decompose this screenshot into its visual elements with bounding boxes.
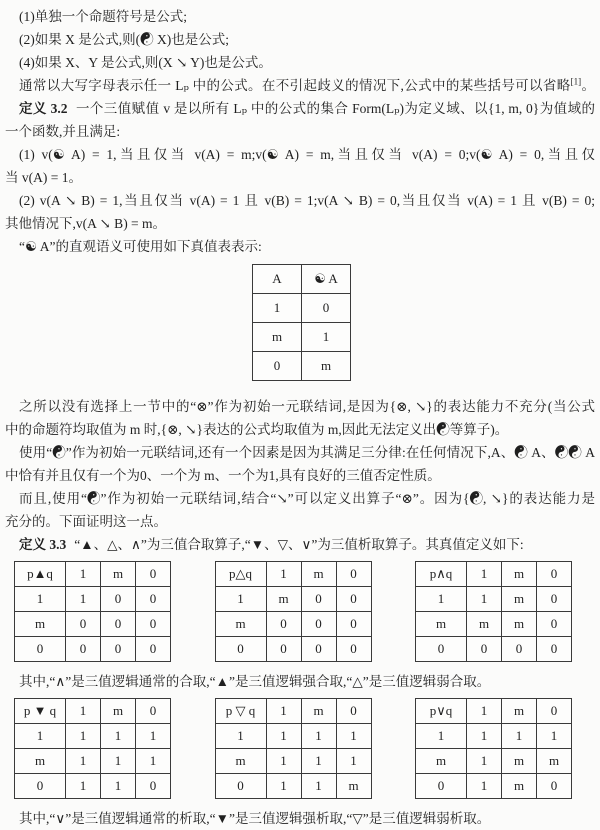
definition-3-2-intro: 一个三值赋值 v 是以所有 Lₚ 中的公式的集合 Form(Lₚ)为定义域、以{1, m, 0}为值域的	[75, 101, 595, 116]
value-cell: 1	[266, 749, 301, 774]
value-cell: 0	[136, 612, 171, 637]
value-cell: 0	[336, 587, 371, 612]
value-cell: 1	[467, 749, 502, 774]
header-cell: 1	[266, 699, 301, 724]
header-cell: p∧q	[416, 562, 467, 587]
table-row	[15, 637, 171, 662]
header-cell: 1	[266, 562, 301, 587]
value-cell: m	[215, 612, 266, 637]
header-cell: p△q	[215, 562, 266, 587]
definition-3-2-head	[5, 97, 595, 120]
header-cell: 0	[136, 562, 171, 587]
header-cell: 1	[66, 699, 101, 724]
negation-table-caption: “☯ A”的直观语义可使用如下真值表表示:	[19, 239, 262, 254]
value-cell: 1	[266, 774, 301, 799]
value-cell: 0	[537, 612, 572, 637]
table-row	[15, 774, 171, 799]
table-row	[215, 724, 371, 749]
table-row	[15, 612, 171, 637]
value-cell: 1	[66, 587, 101, 612]
value-cell: m	[15, 749, 66, 774]
table-row	[416, 587, 572, 612]
formation-rule-1: (1)单独一个命题符号是公式;	[19, 9, 187, 24]
value-cell: m	[266, 587, 301, 612]
value-cell: 0	[15, 637, 66, 662]
table-row	[416, 724, 572, 749]
definition-3-3-head	[5, 533, 595, 556]
footnote-ref: [1]	[570, 76, 582, 87]
value-cell: 0	[266, 612, 301, 637]
value-cell: 1	[502, 724, 537, 749]
definition-3-2-intro-cont: 一个函数,并且满足:	[5, 124, 121, 139]
table-row	[416, 637, 572, 662]
table-row	[215, 587, 371, 612]
table-header-row	[15, 699, 171, 724]
table-row	[253, 294, 351, 323]
value-cell: 0	[215, 637, 266, 662]
header-cell: p ▼ q	[15, 699, 66, 724]
value-cell: 1	[66, 724, 101, 749]
table-row	[416, 749, 572, 774]
value-cell: 0	[537, 637, 572, 662]
discussion-line-1: 之所以没有选择上一节中的“⊗”作为初始一元联结词,是因为{⊗, ↘}的表达能力不充分(当公式	[19, 399, 595, 414]
definition-3-2-clause1-line2: 当 v(A) = 1。	[5, 170, 82, 185]
value-cell: m	[502, 587, 537, 612]
negation-truth-table	[252, 264, 351, 381]
header-cell: 1	[467, 699, 502, 724]
definition-3-2-clause2-line1: (2) v(A ↘ B) = 1,当且仅当 v(A) = 1 且 v(B) = 1;v(A ↘ B) = 0,当且仅当 v(A) = 1 且 v(B) = 0;	[19, 193, 595, 208]
header-cell: m	[301, 562, 336, 587]
table-header-row	[215, 562, 371, 587]
value-cell: 1	[66, 749, 101, 774]
header-cell: m	[502, 562, 537, 587]
table-row	[215, 612, 371, 637]
value-cell: 0	[301, 587, 336, 612]
formation-rule-4: (4)如果 X、Y 是公式,则(X ↘ Y)也是公式。	[19, 55, 272, 70]
value-cell: m	[416, 612, 467, 637]
value-cell: m	[253, 323, 302, 352]
value-cell: m	[502, 774, 537, 799]
table-row	[215, 774, 371, 799]
value-cell: 0	[336, 612, 371, 637]
header-cell: 0	[537, 562, 572, 587]
value-cell: 0	[101, 587, 136, 612]
ordinary-conjunction-table	[415, 561, 572, 662]
value-cell: 0	[136, 587, 171, 612]
table-row	[416, 612, 572, 637]
value-cell: 1	[416, 724, 467, 749]
value-cell: 1	[266, 724, 301, 749]
value-cell: m	[416, 749, 467, 774]
value-cell: 1	[253, 294, 302, 323]
discussion-line-4: 中恰有并且仅有一个为0、一个为 m、一个为1,具有良好的三值否定性质。	[5, 468, 441, 483]
disjunction-tables-row	[5, 698, 595, 799]
table-row	[253, 323, 351, 352]
conjunction-note: 其中,“∧”是三值逻辑通常的合取,“▲”是三值逻辑强合取,“△”是三值逻辑弱合取。	[19, 674, 491, 689]
table-header-row	[416, 562, 572, 587]
table-header-row	[15, 562, 171, 587]
value-cell: 0	[136, 774, 171, 799]
header-cell: p ▽ q	[215, 699, 266, 724]
value-cell: 1	[336, 749, 371, 774]
value-cell: 0	[301, 612, 336, 637]
value-cell: 1	[136, 749, 171, 774]
weak-conjunction-table	[215, 561, 372, 662]
header-cell: 1	[467, 562, 502, 587]
header-cell: m	[502, 699, 537, 724]
negation-truth-table-wrap	[252, 264, 595, 381]
value-cell: 1	[15, 724, 66, 749]
disjunction-note: 其中,“∨”是三值逻辑通常的析取,“▼”是三值逻辑强析取,“▽”是三值逻辑弱析取。	[19, 811, 491, 826]
header-cell: m	[301, 699, 336, 724]
value-cell: 0	[336, 637, 371, 662]
table-row	[15, 724, 171, 749]
table-row	[416, 774, 572, 799]
value-cell: 1	[101, 774, 136, 799]
conjunction-tables-row	[5, 561, 595, 662]
value-cell: 1	[101, 724, 136, 749]
value-cell: m	[15, 612, 66, 637]
value-cell: m	[467, 612, 502, 637]
value-cell: 0	[502, 637, 537, 662]
header-cell: 0	[537, 699, 572, 724]
table-header-row	[253, 265, 351, 294]
notation-convention	[5, 74, 595, 97]
discussion-line-2: 中的命题符均取值为 m 时,{⊗, ↘}表达的公式均取值为 m,因此无法定义出☯等算子)。	[5, 422, 509, 437]
value-cell: 0	[253, 352, 302, 381]
value-cell: m	[537, 749, 572, 774]
table-header-row	[215, 699, 371, 724]
table-row	[15, 749, 171, 774]
value-cell: 0	[66, 612, 101, 637]
value-cell: 1	[416, 587, 467, 612]
header-cell: 0	[336, 699, 371, 724]
table-header-row	[416, 699, 572, 724]
strong-disjunction-table	[14, 698, 171, 799]
value-cell: 1	[15, 587, 66, 612]
header-cell: p∨q	[416, 699, 467, 724]
header-cell: m	[101, 699, 136, 724]
value-cell: 0	[301, 637, 336, 662]
value-cell: 0	[537, 587, 572, 612]
table-row	[215, 637, 371, 662]
value-cell: 1	[467, 724, 502, 749]
value-cell: 1	[467, 774, 502, 799]
header-cell: ☯ A	[302, 265, 351, 294]
header-cell: p▲q	[15, 562, 66, 587]
header-cell: m	[101, 562, 136, 587]
table-row	[253, 352, 351, 381]
value-cell: 0	[416, 637, 467, 662]
value-cell: m	[502, 749, 537, 774]
discussion-line-5: 而且,使用“☯”作为初始一元联结词,结合“↘”可以定义出算子“⊗”。因为{☯, ↘}的表达能力是	[19, 491, 595, 506]
value-cell: 1	[336, 724, 371, 749]
value-cell: 0	[15, 774, 66, 799]
value-cell: 1	[215, 724, 266, 749]
definition-3-2-clause1-line1: (1) v(☯ A) = 1,当且仅当 v(A) = m;v(☯ A) = m,当且仅当 v(A) = 0;v(☯ A) = 0,当且仅	[19, 147, 595, 162]
weak-disjunction-table	[215, 698, 372, 799]
header-cell: 1	[66, 562, 101, 587]
value-cell: 0	[266, 637, 301, 662]
value-cell: 1	[301, 724, 336, 749]
value-cell: 1	[467, 587, 502, 612]
value-cell: 0	[537, 774, 572, 799]
value-cell: 0	[467, 637, 502, 662]
value-cell: m	[502, 612, 537, 637]
definition-3-2-label: 定义 3.2	[19, 101, 68, 116]
formation-rule-2: (2)如果 X 是公式,则(☯ X)也是公式;	[19, 32, 229, 47]
strong-conjunction-table	[14, 561, 171, 662]
value-cell: m	[336, 774, 371, 799]
convention-text-after: 。	[581, 78, 595, 93]
value-cell: 1	[537, 724, 572, 749]
value-cell: 1	[101, 749, 136, 774]
definition-3-2-clause2-line2: 其他情况下,v(A ↘ B) = m。	[5, 216, 167, 231]
header-cell: 0	[336, 562, 371, 587]
definition-3-3-label: 定义 3.3	[19, 537, 67, 552]
value-cell: 1	[215, 587, 266, 612]
value-cell: 1	[301, 774, 336, 799]
header-cell: A	[253, 265, 302, 294]
table-row	[215, 749, 371, 774]
value-cell: 0	[136, 637, 171, 662]
value-cell: 0	[302, 294, 351, 323]
value-cell: 0	[101, 612, 136, 637]
value-cell: 0	[101, 637, 136, 662]
discussion-line-6: 充分的。下面证明这一点。	[5, 514, 167, 529]
table-row	[15, 587, 171, 612]
discussion-line-3: 使用“☯”作为初始一元联结词,还有一个因素是因为其满足三分律:在任何情况下,A、☯ A、☯☯ A	[19, 445, 595, 460]
value-cell: 1	[136, 724, 171, 749]
value-cell: m	[302, 352, 351, 381]
value-cell: 0	[416, 774, 467, 799]
convention-text: 通常以大写字母表示任一 Lₚ 中的公式。在不引起歧义的情况下,公式中的某些括号可以省略	[19, 78, 571, 93]
value-cell: 0	[215, 774, 266, 799]
value-cell: 1	[301, 749, 336, 774]
value-cell: 1	[66, 774, 101, 799]
value-cell: 1	[302, 323, 351, 352]
value-cell: 0	[66, 637, 101, 662]
ordinary-disjunction-table	[415, 698, 572, 799]
header-cell: 0	[136, 699, 171, 724]
value-cell: m	[215, 749, 266, 774]
definition-3-3-text: “▲、△、∧”为三值合取算子,“▼、▽、∨”为三值析取算子。其真值定义如下:	[74, 537, 524, 552]
